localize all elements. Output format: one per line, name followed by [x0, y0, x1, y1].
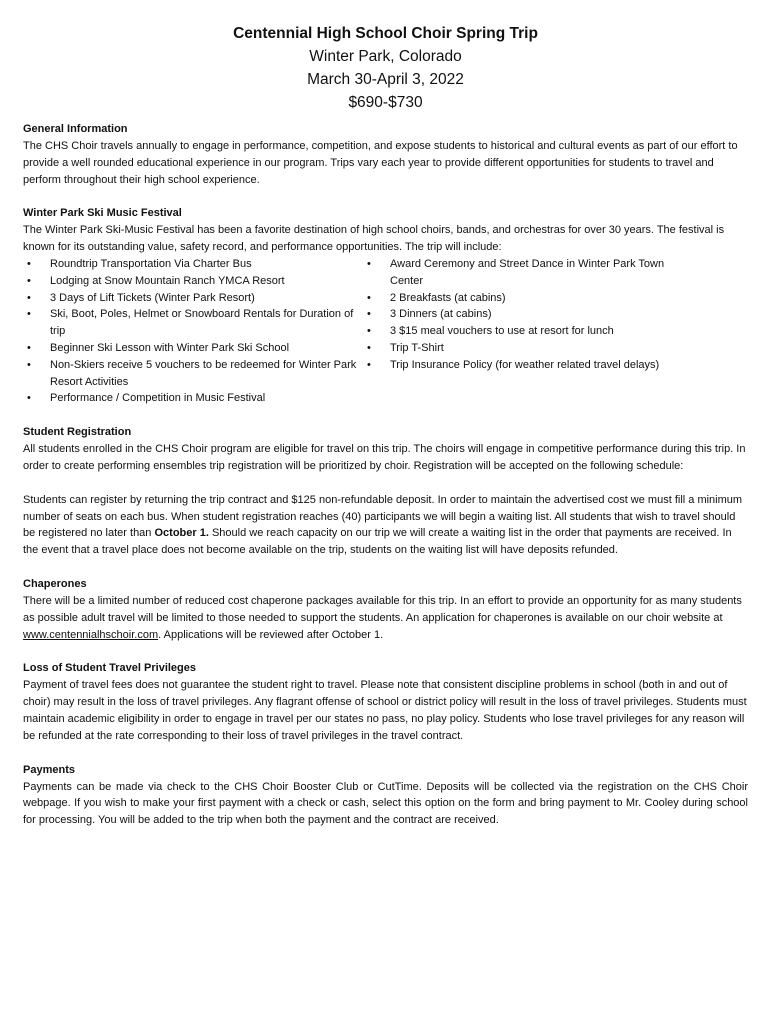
list-item: • 3 Dinners (at cabins)	[363, 306, 693, 323]
festival-body: The Winter Park Ski-Music Festival has been a favorite destination of high school choirs, bands, and orchestras for over 30 years. The festival is known for its outstanding value, safety record, and performance opportunities. The trip will include:	[23, 224, 725, 254]
document-page	[23, 22, 748, 829]
list-item: • 3 $15 meal vouchers to use at resort for lunch	[363, 323, 693, 340]
privileges-section	[23, 660, 748, 744]
registration-section	[23, 424, 748, 559]
general-heading: General Information	[23, 123, 128, 135]
general-section	[23, 121, 748, 188]
privileges-body: Payment of travel fees does not guarantee the student right to travel. Please note that consistent discipline problems in school (both in and out of choir) may result in the loss of travel privileges. Any flagrant offense of school or district policy will result in the loss of travel privileges. Students must maintain academic eligibility in order to engage in travel per our states no pass, no play policy. Students who lose travel privileges for any reason will be refunded at the rate corresponding to their loss of travel privileges in the travel contract.	[23, 679, 747, 742]
list-item: • Lodging at Snow Mountain Ranch YMCA Resort	[23, 273, 363, 290]
choir-website-link[interactable]: www.centennialhschoir.com	[23, 628, 159, 641]
list-item: • Non-Skiers receive 5 vouchers to be redeemed for Winter Park Resort Activities	[23, 357, 363, 391]
list-item: • Performance / Competition in Music Festival	[23, 390, 363, 407]
inclusions-list-left	[23, 256, 363, 407]
list-item: • Roundtrip Transportation Via Charter Bus	[23, 256, 363, 273]
list-item: • 2 Breakfasts (at cabins)	[363, 290, 693, 307]
payments-section	[23, 762, 748, 829]
payments-heading: Payments	[23, 763, 75, 776]
registration-body-1: All students enrolled in the CHS Choir program are eligible for travel on this trip. The choirs will engage in competitive performance during this trip. In order to create performing ensembles trip registration will be prioritized by choir. Registration will be accepted on the following schedule:	[23, 443, 746, 472]
chaperones-heading: Chaperones	[23, 577, 87, 590]
registration-heading: Student Registration	[23, 426, 132, 439]
festival-section	[23, 205, 748, 407]
privileges-heading: Loss of Student Travel Privileges	[23, 662, 196, 675]
list-item: • Trip T-Shirt	[363, 340, 693, 357]
inclusions-list-right	[363, 256, 693, 407]
document-title: Centennial High School Choir Spring Trip	[233, 25, 538, 42]
list-item: • Ski, Boot, Poles, Helmet or Snowboard Rentals for Duration of trip	[23, 306, 363, 340]
list-item: • 3 Days of Lift Tickets (Winter Park Resort)	[23, 290, 363, 307]
list-item: • Beginner Ski Lesson with Winter Park Ski School	[23, 340, 363, 357]
trip-location: Winter Park, Colorado	[309, 48, 462, 65]
festival-heading: Winter Park Ski Music Festival	[23, 207, 182, 220]
chaperones-section	[23, 576, 748, 643]
chaperones-body: There will be a limited number of reduced cost chaperone packages available for this trip. In an effort to provide an opportunity for as many students as possible adult travel will be limited to those needed to support the students. An application for chaperones is available on our choir website at www.centennialhschoir.com. Applications will be reviewed after October 1.	[23, 594, 742, 641]
payments-body: Payments can be made via check to the CHS Choir Booster Club or CutTime. Deposits will be collected via the registration on the CHS Choir webpage. If you wish to make your first payment with a check or cash, select this option on the form and bring payment to Mr. Cooley during school for processing. You will be added to the trip when both the payment and the contract are received.	[23, 780, 748, 827]
document-header	[23, 22, 748, 114]
registration-body-2: Students can register by returning the trip contract and $125 non-refundable deposit. In order to maintain the advertised cost we must fill a minimum number of seats on each bus. When student registration reaches (40) participants we will begin a waiting list. All students that wish to travel should be registered no later than October 1. Should we reach capacity on our trip we will create a waiting list in the order that payments are received. In the event that a travel place does not become available on the trip, students on the waiting list will have deposits refunded.	[23, 493, 743, 557]
list-item: • Trip Insurance Policy (for weather related travel delays)	[363, 357, 693, 374]
trip-price: $690-$730	[348, 94, 423, 111]
trip-dates: March 30-April 3, 2022	[307, 71, 464, 88]
general-body: The CHS Choir travels annually to engage in performance, competition, and expose students to historical and cultural events as part of our effort to provide a well rounded educational experience in our program. Trips vary each year to provide different opportunities for students to travel and perform throughout their high school experience.	[23, 140, 738, 186]
deadline-date: October 1.	[154, 527, 209, 540]
festival-inclusions	[23, 256, 748, 407]
list-item: • Award Ceremony and Street Dance in Winter Park Town Center	[363, 256, 693, 290]
